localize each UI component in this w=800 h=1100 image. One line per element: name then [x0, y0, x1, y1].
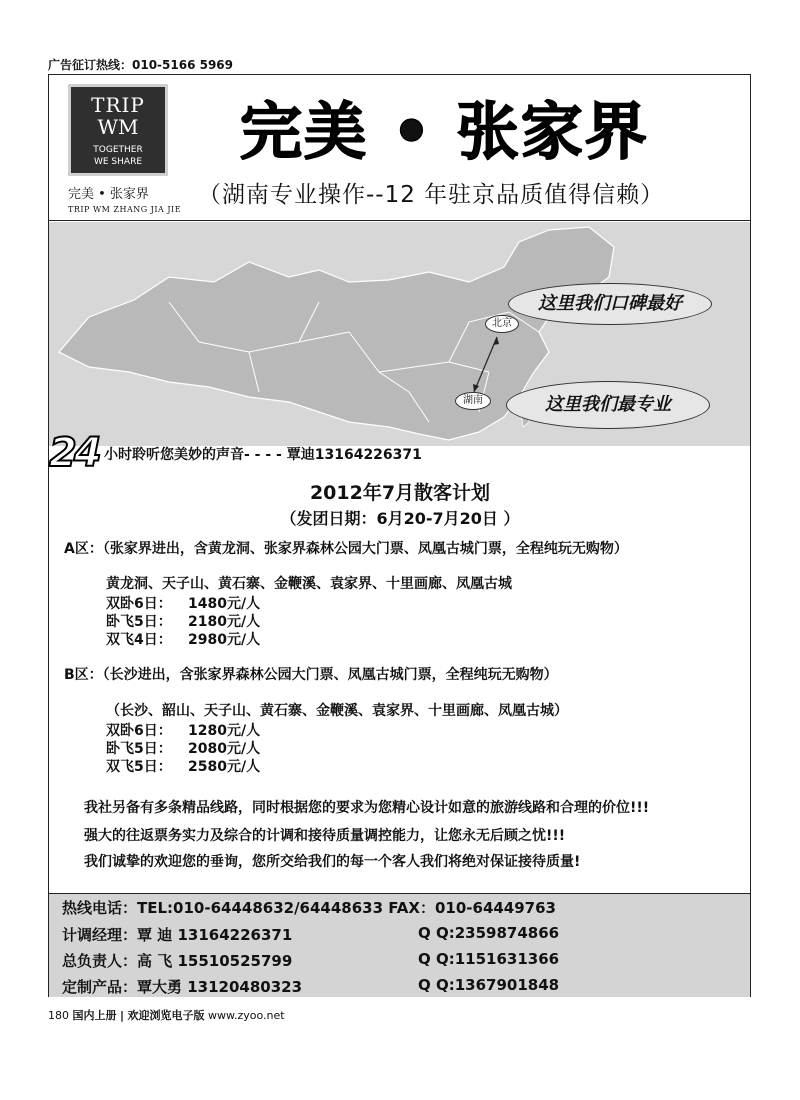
logo-en-name: TRIP WM ZHANG JIA JIE [68, 205, 182, 214]
zone-b-price-row [106, 738, 260, 758]
footer-separator: | [120, 1009, 125, 1022]
footer-ebook: 欢迎浏览电子版 [127, 1009, 205, 1022]
zone-a-route: 黄龙洞、天子山、黄石寨、金鞭溪、袁家界、十里画廊、凤凰古城 [106, 576, 512, 592]
price-label: 双卧6日： [106, 723, 172, 739]
price-value: 2180元/人 [188, 614, 261, 630]
zone-b-header: B区：（长沙进出，含张家界森林公园大门票、凤凰古城门票，全程纯玩无购物） [64, 667, 558, 683]
logo-tagline2: WE SHARE [93, 157, 143, 167]
service-note: 我们诚挚的欢迎您的垂询，您所交给我们的每一个客人我们将绝对保证接待质量! [84, 854, 581, 870]
slogan-bubble-reputation: 这里我们口碑最好 [508, 283, 712, 325]
contact-row-qq: Q Q:1151631366 [418, 950, 560, 968]
contact-row-qq: Q Q:1367901848 [418, 976, 560, 994]
city-label-beijing: 北京 [485, 315, 519, 333]
price-label: 卧飞5日： [106, 614, 172, 630]
city-label-hunan: 湖南 [455, 392, 491, 410]
zone-a-price-row [106, 593, 260, 613]
contact-hotline: 热线电话：TEL:010-64448632/64448633 FAX：010-64449763 [62, 899, 556, 917]
contact-row-left: 总负责人：高 飞 15510525799 [62, 952, 293, 970]
plan-dates: （发团日期：6月20-7月20日 ） [280, 509, 520, 528]
service-note: 强大的往返票务实力及综合的计调和接待质量调控能力，让您永无后顾之忧!!! [84, 828, 566, 844]
zone-a-price-row [106, 629, 260, 649]
zone-a-header: A区：（张家界进出，含黄龙洞、张家界森林公园大门票、凤凰古城门票，全程纯玩无购物） [64, 541, 628, 557]
logo-line2: WM [97, 115, 139, 139]
service-note: 我社另备有多条精品线路，同时根据您的要求为您精心设计如意的旅游线路和合理的价位!!! [84, 800, 650, 816]
footer-section: 国内上册 [72, 1009, 117, 1022]
page-subtitle: （湖南专业操作--12 年驻京品质值得信赖） [198, 182, 665, 208]
price-value: 1280元/人 [188, 723, 261, 739]
price-value: 2580元/人 [188, 759, 261, 775]
zone-b-route: （长沙、韶山、天子山、黄石寨、金鞭溪、袁家界、十里画廊、凤凰古城） [106, 703, 568, 719]
ad-hotline: 广告征订热线：010-5166 5969 [48, 58, 234, 72]
price-label: 双飞5日： [106, 759, 172, 775]
service-hotline: 小时聆听您美妙的声音- - - - 覃迪13164226371 [104, 447, 422, 463]
price-value: 2980元/人 [188, 632, 261, 648]
contact-row-left: 计调经理：覃 迪 13164226371 [62, 926, 293, 944]
hours-number: 24 [49, 430, 99, 476]
zone-b-price-row [106, 720, 260, 740]
footer [48, 1007, 285, 1023]
price-value: 1480元/人 [188, 596, 261, 612]
slogan-bubble-professional: 这里我们最专业 [506, 381, 710, 429]
logo-tagline1: TOGETHER [93, 145, 143, 155]
price-label: 双飞4日： [106, 632, 172, 648]
logo [68, 84, 168, 176]
zone-a-price-row [106, 611, 260, 631]
contact-row-qq: Q Q:2359874866 [418, 924, 560, 942]
price-label: 双卧6日： [106, 596, 172, 612]
logo-cn-name: 完美 • 张家界 [68, 187, 149, 202]
price-value: 2080元/人 [188, 741, 261, 757]
contact-row-left: 定制产品：覃大勇 13120480323 [62, 978, 303, 996]
logo-line1: TRIP [91, 93, 145, 117]
plan-title: 2012年7月散客计划 [309, 482, 491, 504]
page-number: 180 [48, 1009, 69, 1022]
footer-url[interactable]: www.zyoo.net [208, 1009, 285, 1022]
zone-b-price-row [106, 756, 260, 776]
price-label: 卧飞5日： [106, 741, 172, 757]
page-title: 完美 • 张家界 [240, 95, 649, 168]
